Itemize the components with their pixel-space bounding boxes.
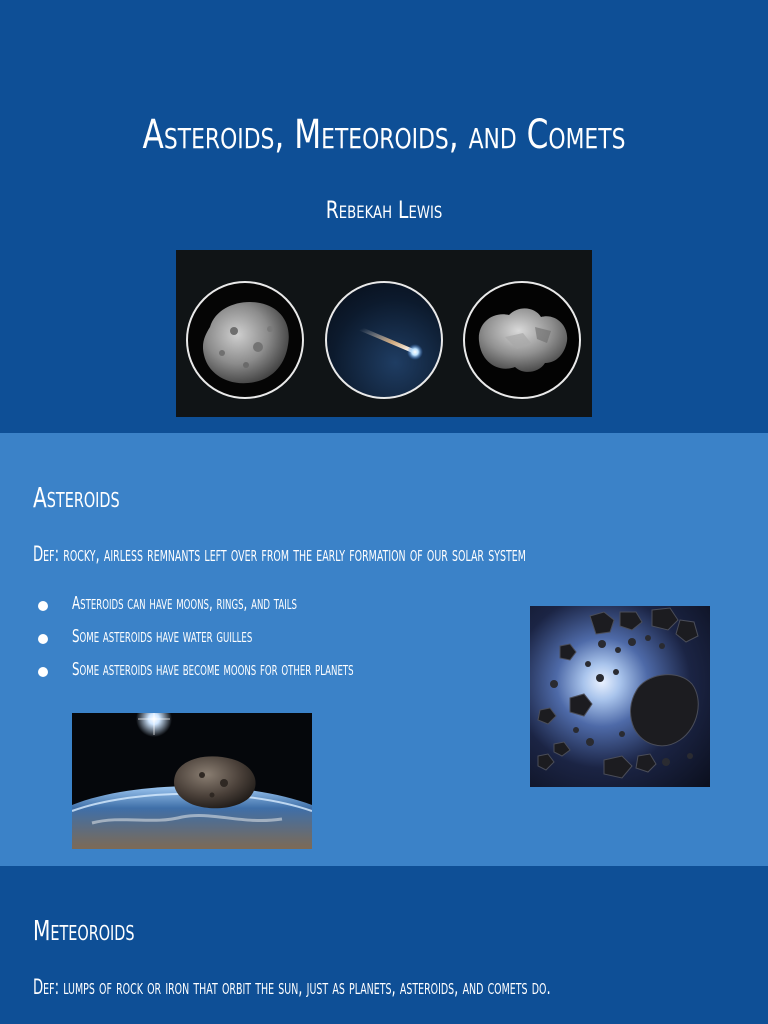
asteroid-facts-list	[38, 593, 478, 692]
bullet-icon	[38, 634, 48, 644]
bullet-icon	[38, 601, 48, 611]
meteor-photo	[325, 281, 443, 399]
list-item	[38, 626, 478, 659]
bullet-text: Some asteroids have become moons for other planets	[72, 659, 354, 680]
deck-title: Asteroids, Meteoroids, and Comets	[142, 112, 626, 158]
asteroids-heading: Asteroids	[33, 481, 120, 514]
bullet-text: Asteroids can have moons, rings, and tails	[72, 593, 297, 614]
asteroid-earth-image	[72, 713, 312, 849]
list-item	[38, 593, 478, 626]
bullet-text: Some asteroids have water guilles	[72, 626, 253, 647]
meteoroids-section	[0, 866, 768, 1024]
list-item	[38, 659, 478, 692]
title-slide	[0, 0, 768, 433]
asteroids-section	[0, 433, 768, 866]
deck-author: Rebekah Lewis	[325, 196, 443, 224]
asteroids-definition: Def: rocky, airless remnants left over from the early formation of our solar system	[33, 542, 526, 566]
bullet-icon	[38, 667, 48, 677]
asteroid-photo	[186, 281, 304, 399]
comet-nucleus-photo	[463, 281, 581, 399]
meteoroids-heading: Meteoroids	[33, 914, 135, 947]
asteroid-belt-image	[530, 606, 710, 787]
meteoroids-definition: Def: lumps of rock or iron that orbit the sun, just as planets, asteroids, and comets do.	[33, 975, 551, 999]
title-image-collage	[176, 250, 592, 417]
